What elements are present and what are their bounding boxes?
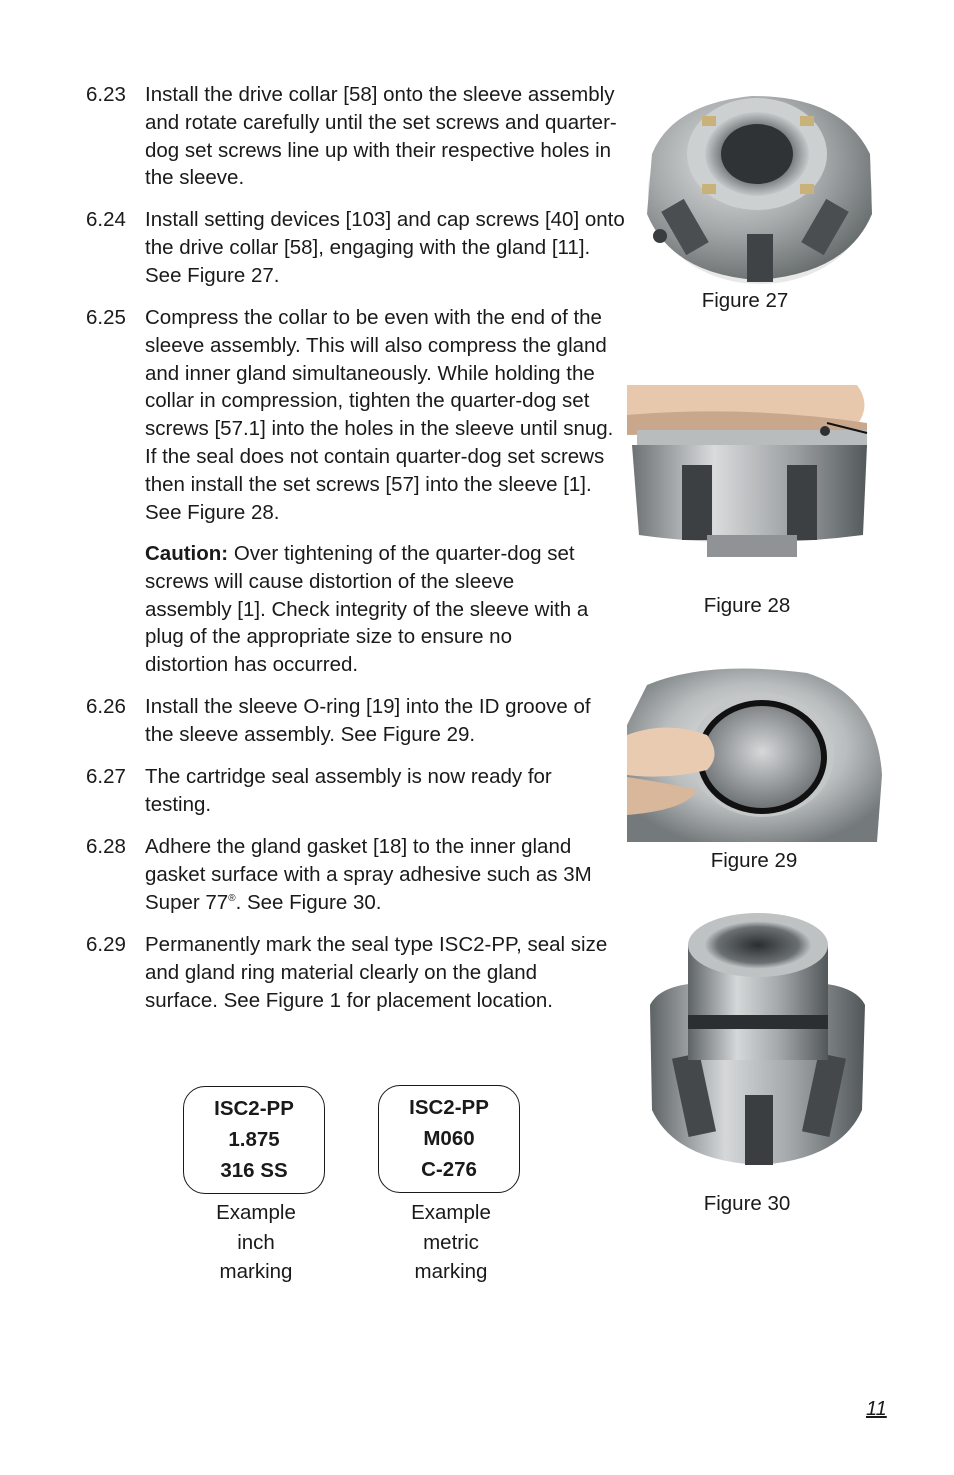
metric-marking-box	[378, 1085, 520, 1193]
figure-30-image	[640, 905, 875, 1170]
step-text: The cartridge seal assembly is now ready for testing.	[145, 765, 552, 816]
step-number: 6.24	[86, 208, 126, 231]
caution-label: Caution:	[145, 542, 229, 565]
figure-27-image	[632, 84, 882, 289]
figure-29-caption: Figure 29	[710, 849, 798, 872]
step-number: 6.23	[86, 83, 126, 106]
step-number: 6.28	[86, 835, 126, 858]
step-6-25	[86, 304, 626, 526]
page-number: 11	[866, 1398, 887, 1420]
step-text: Adhere the gland gasket [18] to the inner gland gasket surface with a spray adhesive such as 3M Super 77®. See Figure 30.	[145, 835, 592, 914]
figure-30-caption: Figure 30	[703, 1192, 791, 1215]
figure-28-image	[627, 385, 877, 560]
step-6-26	[86, 693, 626, 749]
caution-note	[145, 540, 595, 679]
inch-marking-box	[183, 1086, 325, 1194]
marking-line: ISC2-PP	[409, 1096, 489, 1119]
figure-29-image	[627, 665, 885, 842]
step-text: Permanently mark the seal type ISC2-PP, seal size and gland ring material clearly on the gland surface. See Figure 1 for placement location.	[145, 933, 608, 1012]
step-text: Install the drive collar [58] onto the sleeve assembly and rotate carefully until the set screws and quarter-dog set screws line up with their respective holes in the sleeve.	[145, 83, 617, 190]
marking-line: C-276	[421, 1158, 477, 1181]
figure-28-caption: Figure 28	[703, 594, 791, 617]
figure-27-caption: Figure 27	[701, 289, 789, 312]
step-6-27	[86, 763, 626, 819]
marking-line: 316 SS	[220, 1159, 288, 1182]
step-text: Compress the collar to be even with the end of the sleeve assembly. This will also compress the gland and inner gland simultaneously. While holding the collar in compression, tighten the quarter-dog set screws [57.1] into the holes in the sleeve until snug. If the seal does not contain quarter-dog set screws then install the set screws [57] into the sleeve [1]. See Figure 28.	[145, 306, 614, 524]
marking-line: ISC2-PP	[214, 1097, 294, 1120]
marking-line: M060	[423, 1127, 475, 1150]
step-6-23	[86, 81, 626, 192]
step-6-29	[86, 931, 626, 1014]
step-number: 6.26	[86, 695, 126, 718]
step-6-24	[86, 206, 626, 289]
step-6-28	[86, 833, 626, 916]
caution-text: Over tightening of the quarter-dog set screws will cause distortion of the sleeve assembly [1]. Check integrity of the sleeve with a plug of the appropriate size to ensure no distortion has occurred.	[145, 542, 589, 677]
metric-marking-caption: Example metric marking	[411, 1201, 491, 1283]
marking-line: 1.875	[228, 1128, 280, 1151]
step-number: 6.27	[86, 765, 126, 788]
step-number: 6.25	[86, 306, 126, 329]
step-text: Install setting devices [103] and cap screws [40] onto the drive collar [58], engaging with the gland [11]. See Figure 27.	[145, 208, 625, 287]
inch-marking-caption: Example inch marking	[216, 1201, 296, 1283]
step-text: Install the sleeve O-ring [19] into the ID groove of the sleeve assembly. See Figure 29.	[145, 695, 591, 746]
step-number: 6.29	[86, 933, 126, 956]
